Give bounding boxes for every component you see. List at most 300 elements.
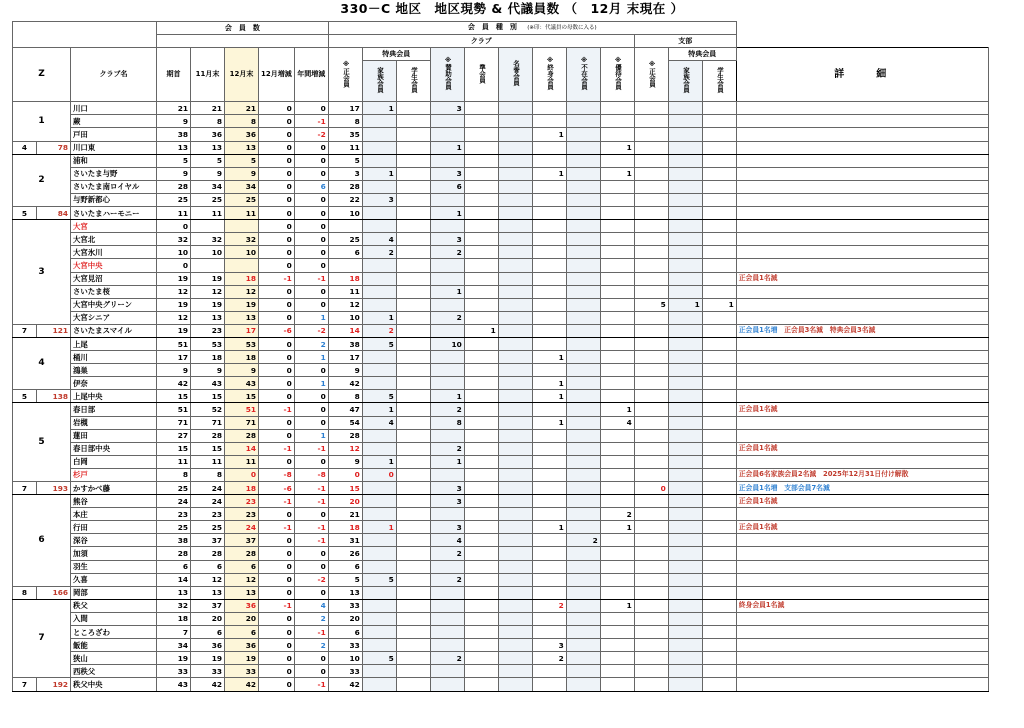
cell-col-9 — [464, 337, 498, 350]
cell-col-6: 5 — [362, 652, 396, 665]
cell-col-4: 0 — [294, 508, 328, 521]
cell-col-6: 1 — [362, 167, 396, 180]
cell-col-0: 10 — [157, 246, 191, 259]
branch-cell-0 — [634, 495, 668, 508]
club-name: さいたま南ロイヤル — [71, 180, 157, 193]
cell-col-5: 10 — [328, 311, 362, 324]
branch-cell-1 — [668, 482, 702, 495]
cell-col-7 — [396, 298, 430, 311]
branch-cell-0 — [634, 351, 668, 364]
cell-col-6 — [362, 429, 396, 442]
branch-cell-2 — [702, 193, 736, 206]
cell-col-12 — [566, 193, 600, 206]
cell-col-9 — [464, 639, 498, 652]
detail-top-spacer — [736, 22, 988, 35]
detail-text: 終身会員1名減 — [736, 599, 988, 612]
cell-col-12 — [566, 154, 600, 167]
cell-col-12 — [566, 285, 600, 298]
club-name: 狭山 — [71, 652, 157, 665]
branch-cell-0 — [634, 207, 668, 220]
cell-col-4: 1 — [294, 429, 328, 442]
cell-col-1: 32 — [191, 233, 225, 246]
cell-col-10 — [498, 193, 532, 206]
cell-col-10 — [498, 626, 532, 639]
cell-col-4: 0 — [294, 547, 328, 560]
cell-col-8 — [430, 193, 464, 206]
branch-cell-2 — [702, 599, 736, 612]
zone-total: 193 — [37, 482, 71, 495]
cell-col-11 — [532, 468, 566, 481]
cell-col-12 — [566, 351, 600, 364]
membership-table — [12, 21, 989, 692]
cell-col-4: 2 — [294, 639, 328, 652]
cell-col-5: 9 — [328, 455, 362, 468]
cell-col-6 — [362, 665, 396, 678]
branch-cell-1 — [668, 534, 702, 547]
branch-cell-0 — [634, 639, 668, 652]
cell-col-12 — [566, 678, 600, 691]
table-row — [13, 377, 989, 390]
cell-col-12 — [566, 482, 600, 495]
cell-col-10 — [498, 220, 532, 233]
cell-col-9 — [464, 573, 498, 586]
detail-text — [736, 364, 988, 377]
club-cat-header-2: 学生会員 — [396, 61, 430, 102]
cell-col-11 — [532, 272, 566, 285]
cell-col-3: -8 — [259, 468, 295, 481]
cell-col-13 — [600, 298, 634, 311]
club-cat-header-3: ※賛助会員 — [430, 48, 464, 102]
branch-cell-1 — [668, 193, 702, 206]
cell-col-5: 6 — [328, 246, 362, 259]
branch-cell-1 — [668, 468, 702, 481]
branch-cell-2 — [702, 547, 736, 560]
cell-col-13 — [600, 180, 634, 193]
cell-col-4: 0 — [294, 455, 328, 468]
cell-col-2: 20 — [225, 612, 259, 625]
cell-col-11 — [532, 207, 566, 220]
cell-col-7 — [396, 521, 430, 534]
zone-number: 7 — [13, 482, 37, 495]
club-name: さいたまハーモニー — [71, 207, 157, 220]
cell-col-10 — [498, 521, 532, 534]
table-row — [13, 612, 989, 625]
branch-cell-1 — [668, 285, 702, 298]
detail-text: 正会員6名家族会員2名減 2025年12月31日付け解散 — [736, 468, 988, 481]
cell-col-10 — [498, 586, 532, 599]
cell-col-11 — [532, 220, 566, 233]
cell-col-2: 14 — [225, 442, 259, 455]
cell-col-10 — [498, 573, 532, 586]
cell-col-0: 32 — [157, 599, 191, 612]
cell-col-6 — [362, 154, 396, 167]
table-row — [13, 154, 989, 167]
zone-header: Z — [13, 48, 71, 102]
cell-col-7 — [396, 495, 430, 508]
cell-col-8: 1 — [430, 285, 464, 298]
cell-col-6 — [362, 285, 396, 298]
cell-col-8 — [430, 272, 464, 285]
branch-cell-2 — [702, 429, 736, 442]
branch-cell-1 — [668, 521, 702, 534]
cell-col-3: -1 — [259, 495, 295, 508]
branch-cell-0 — [634, 468, 668, 481]
cell-col-8: 10 — [430, 337, 464, 350]
branch-cell-2 — [702, 560, 736, 573]
branch-cell-1 — [668, 377, 702, 390]
cell-col-5: 42 — [328, 377, 362, 390]
cell-col-1: 25 — [191, 521, 225, 534]
cell-col-0: 33 — [157, 665, 191, 678]
cell-col-0: 15 — [157, 442, 191, 455]
cell-col-8: 2 — [430, 403, 464, 416]
club-name: 岩槻 — [71, 416, 157, 429]
cell-col-1 — [191, 220, 225, 233]
cell-col-8: 2 — [430, 547, 464, 560]
cell-col-9 — [464, 233, 498, 246]
club-name: 久喜 — [71, 573, 157, 586]
detail-text — [736, 586, 988, 599]
detail-text — [736, 311, 988, 324]
cell-col-10 — [498, 285, 532, 298]
cell-col-0: 12 — [157, 311, 191, 324]
cell-col-11 — [532, 233, 566, 246]
branch-cell-1 — [668, 390, 702, 403]
cell-col-12 — [566, 220, 600, 233]
table-row — [13, 364, 989, 377]
cell-col-1: 13 — [191, 141, 225, 154]
cell-col-10 — [498, 180, 532, 193]
cell-col-11: 1 — [532, 416, 566, 429]
branch-cell-0 — [634, 102, 668, 115]
club-cat-header-6: ※終身会員 — [532, 48, 566, 102]
cell-col-5: 11 — [328, 285, 362, 298]
branch-cell-2 — [702, 167, 736, 180]
cell-col-11: 3 — [532, 639, 566, 652]
branch-cell-2 — [702, 482, 736, 495]
cell-col-2: 17 — [225, 324, 259, 337]
cell-col-3: 0 — [259, 337, 295, 350]
branch-cell-0 — [634, 599, 668, 612]
cell-col-9 — [464, 364, 498, 377]
cell-col-0: 7 — [157, 626, 191, 639]
cell-col-1: 24 — [191, 495, 225, 508]
cell-col-4: -1 — [294, 678, 328, 691]
cell-col-13 — [600, 311, 634, 324]
cell-col-12 — [566, 311, 600, 324]
branch-cell-2 — [702, 678, 736, 691]
cell-col-0: 27 — [157, 429, 191, 442]
cell-col-3: 0 — [259, 220, 295, 233]
cell-col-12 — [566, 128, 600, 141]
cell-col-6 — [362, 534, 396, 547]
detail-text: 正会員1名増 支部会員7名減 — [736, 482, 988, 495]
cell-col-9 — [464, 560, 498, 573]
detail-text — [736, 351, 988, 364]
cell-col-11 — [532, 285, 566, 298]
cell-col-4: 0 — [294, 193, 328, 206]
cell-col-1: 36 — [191, 639, 225, 652]
cell-col-7 — [396, 586, 430, 599]
cell-col-7 — [396, 180, 430, 193]
club-cat-header-8: ※優待会員 — [600, 48, 634, 102]
branch-cell-0 — [634, 508, 668, 521]
region-number: 5 — [13, 403, 71, 482]
cell-col-8 — [430, 468, 464, 481]
cell-col-3: 0 — [259, 141, 295, 154]
cell-col-6 — [362, 482, 396, 495]
cell-col-10 — [498, 639, 532, 652]
cell-col-2: 0 — [225, 468, 259, 481]
cell-col-10 — [498, 259, 532, 272]
cell-col-3: 0 — [259, 246, 295, 259]
cell-col-7 — [396, 508, 430, 521]
cell-col-8 — [430, 154, 464, 167]
detail-text — [736, 233, 988, 246]
cell-col-13 — [600, 455, 634, 468]
branch-cell-0 — [634, 285, 668, 298]
branch-cell-1 — [668, 639, 702, 652]
cell-col-0: 6 — [157, 560, 191, 573]
cell-col-12 — [566, 207, 600, 220]
cell-col-10 — [498, 495, 532, 508]
branch-cell-0 — [634, 246, 668, 259]
cell-col-8 — [430, 128, 464, 141]
cell-col-0: 0 — [157, 259, 191, 272]
branch-cell-1 — [668, 599, 702, 612]
cell-col-11 — [532, 560, 566, 573]
cell-col-2: 12 — [225, 285, 259, 298]
cell-col-3: -6 — [259, 324, 295, 337]
cell-col-0: 5 — [157, 154, 191, 167]
branch-cell-1 — [668, 626, 702, 639]
cell-col-11 — [532, 141, 566, 154]
cell-col-10 — [498, 154, 532, 167]
detail-text — [736, 285, 988, 298]
cell-col-2 — [225, 259, 259, 272]
cell-col-1: 43 — [191, 377, 225, 390]
cell-col-0: 25 — [157, 193, 191, 206]
branch-cell-0 — [634, 626, 668, 639]
branch-cell-0 — [634, 154, 668, 167]
zone-number: 8 — [13, 586, 37, 599]
cell-col-6: 2 — [362, 246, 396, 259]
cell-col-9 — [464, 495, 498, 508]
cell-col-10 — [498, 482, 532, 495]
cell-col-2: 10 — [225, 246, 259, 259]
cell-col-11 — [532, 259, 566, 272]
cell-col-9 — [464, 586, 498, 599]
cell-col-12 — [566, 468, 600, 481]
category-note: (※印：代議員の母数に入る) — [527, 25, 597, 32]
cell-col-8: 8 — [430, 416, 464, 429]
cell-col-5: 26 — [328, 547, 362, 560]
cell-col-11 — [532, 403, 566, 416]
cell-col-4: 2 — [294, 337, 328, 350]
cell-col-13 — [600, 626, 634, 639]
cell-col-11 — [532, 626, 566, 639]
branch-cell-2 — [702, 246, 736, 259]
cell-col-3: 0 — [259, 207, 295, 220]
cell-col-2: 24 — [225, 521, 259, 534]
branch-cell-2 — [702, 442, 736, 455]
detail-text — [736, 573, 988, 586]
cell-col-2: 28 — [225, 429, 259, 442]
club-name: 大宮シニア — [71, 311, 157, 324]
club-name: さいたまスマイル — [71, 324, 157, 337]
cell-col-3: 0 — [259, 416, 295, 429]
cell-col-7 — [396, 482, 430, 495]
branch-cell-1 — [668, 246, 702, 259]
club-name: 伊奈 — [71, 377, 157, 390]
cell-col-4: 6 — [294, 180, 328, 193]
cell-col-2: 18 — [225, 272, 259, 285]
cell-col-10 — [498, 468, 532, 481]
cell-col-6 — [362, 141, 396, 154]
cell-col-10 — [498, 403, 532, 416]
branch-cell-2 — [702, 259, 736, 272]
cell-col-11: 1 — [532, 128, 566, 141]
cell-col-6: 5 — [362, 390, 396, 403]
cell-col-3: -1 — [259, 521, 295, 534]
detail-text — [736, 416, 988, 429]
cell-col-4: 0 — [294, 298, 328, 311]
branch-cell-2 — [702, 639, 736, 652]
cell-col-9 — [464, 390, 498, 403]
cell-col-0: 25 — [157, 521, 191, 534]
cell-col-6 — [362, 560, 396, 573]
members-col-header-0: 期首 — [157, 48, 191, 102]
cell-col-0: 38 — [157, 534, 191, 547]
table-row — [13, 207, 989, 220]
cell-col-3: 0 — [259, 573, 295, 586]
cell-col-9 — [464, 351, 498, 364]
cell-col-3: 0 — [259, 665, 295, 678]
cell-col-12 — [566, 167, 600, 180]
cell-col-7 — [396, 599, 430, 612]
cell-col-11 — [532, 429, 566, 442]
table-row — [13, 285, 989, 298]
zone-total: 138 — [37, 390, 71, 403]
cell-col-13 — [600, 115, 634, 128]
detail-text — [736, 390, 988, 403]
cell-col-3: 0 — [259, 193, 295, 206]
cell-col-11 — [532, 115, 566, 128]
cell-col-1: 34 — [191, 180, 225, 193]
cell-col-0: 25 — [157, 482, 191, 495]
cell-col-1: 8 — [191, 468, 225, 481]
branch-cell-1 — [668, 311, 702, 324]
cell-col-12 — [566, 377, 600, 390]
cell-col-11: 1 — [532, 521, 566, 534]
detail-text: 正会員1名減 — [736, 403, 988, 416]
cell-col-10 — [498, 207, 532, 220]
branch-cell-0 — [634, 416, 668, 429]
cell-col-1: 25 — [191, 193, 225, 206]
table-row — [13, 455, 989, 468]
cell-col-2: 36 — [225, 128, 259, 141]
cell-col-1: 23 — [191, 324, 225, 337]
cell-col-6 — [362, 220, 396, 233]
branch-cell-0 — [634, 337, 668, 350]
cell-col-6 — [362, 547, 396, 560]
detail-text — [736, 298, 988, 311]
branch-cell-2 — [702, 154, 736, 167]
cell-col-7 — [396, 337, 430, 350]
branch-cell-1 — [668, 220, 702, 233]
cell-col-4: 0 — [294, 167, 328, 180]
club-name: 上尾 — [71, 337, 157, 350]
branch-cat-header-1: 家族会員 — [668, 61, 702, 102]
cell-col-11: 2 — [532, 652, 566, 665]
cell-col-2: 8 — [225, 115, 259, 128]
category-group-title: 会 員 種 別 — [467, 23, 517, 32]
cell-col-11 — [532, 364, 566, 377]
cell-col-1: 10 — [191, 246, 225, 259]
branch-cell-0 — [634, 547, 668, 560]
club-cat-header-5: 名誉会員 — [498, 48, 532, 102]
branch-cell-1 — [668, 612, 702, 625]
branch-cell-0 — [634, 652, 668, 665]
branch-cell-1 — [668, 652, 702, 665]
cell-col-5: 5 — [328, 573, 362, 586]
cell-col-8: 6 — [430, 180, 464, 193]
cell-col-3: -1 — [259, 272, 295, 285]
cell-col-4: 0 — [294, 259, 328, 272]
table-row — [13, 193, 989, 206]
detail-text — [736, 560, 988, 573]
branch-cell-2 — [702, 337, 736, 350]
branch-cell-2 — [702, 534, 736, 547]
cell-col-13 — [600, 102, 634, 115]
cell-col-8 — [430, 612, 464, 625]
cell-col-0: 13 — [157, 586, 191, 599]
cell-col-3: -6 — [259, 482, 295, 495]
cell-col-4: -8 — [294, 468, 328, 481]
cell-col-11 — [532, 246, 566, 259]
cell-col-12 — [566, 508, 600, 521]
branch-cell-2 — [702, 416, 736, 429]
cell-col-9 — [464, 246, 498, 259]
detail-text — [736, 259, 988, 272]
cell-col-7 — [396, 154, 430, 167]
cell-col-7 — [396, 193, 430, 206]
branch-cell-1 — [668, 128, 702, 141]
club-name: 大宮氷川 — [71, 246, 157, 259]
cell-col-12 — [566, 429, 600, 442]
cell-col-1: 8 — [191, 115, 225, 128]
cell-col-12 — [566, 599, 600, 612]
cell-col-11 — [532, 311, 566, 324]
cell-col-4: 0 — [294, 364, 328, 377]
cell-col-8: 1 — [430, 455, 464, 468]
cell-col-10 — [498, 390, 532, 403]
cell-col-7 — [396, 665, 430, 678]
cell-col-0: 28 — [157, 180, 191, 193]
branch-cell-1 — [668, 508, 702, 521]
cell-col-11 — [532, 193, 566, 206]
cell-col-6 — [362, 599, 396, 612]
cell-col-8 — [430, 626, 464, 639]
cell-col-2: 25 — [225, 193, 259, 206]
cell-col-0: 14 — [157, 573, 191, 586]
cell-col-2: 6 — [225, 560, 259, 573]
branch-cell-0 — [634, 678, 668, 691]
detail-text — [736, 337, 988, 350]
cell-col-12 — [566, 259, 600, 272]
cell-col-5: 17 — [328, 102, 362, 115]
cell-col-7 — [396, 233, 430, 246]
